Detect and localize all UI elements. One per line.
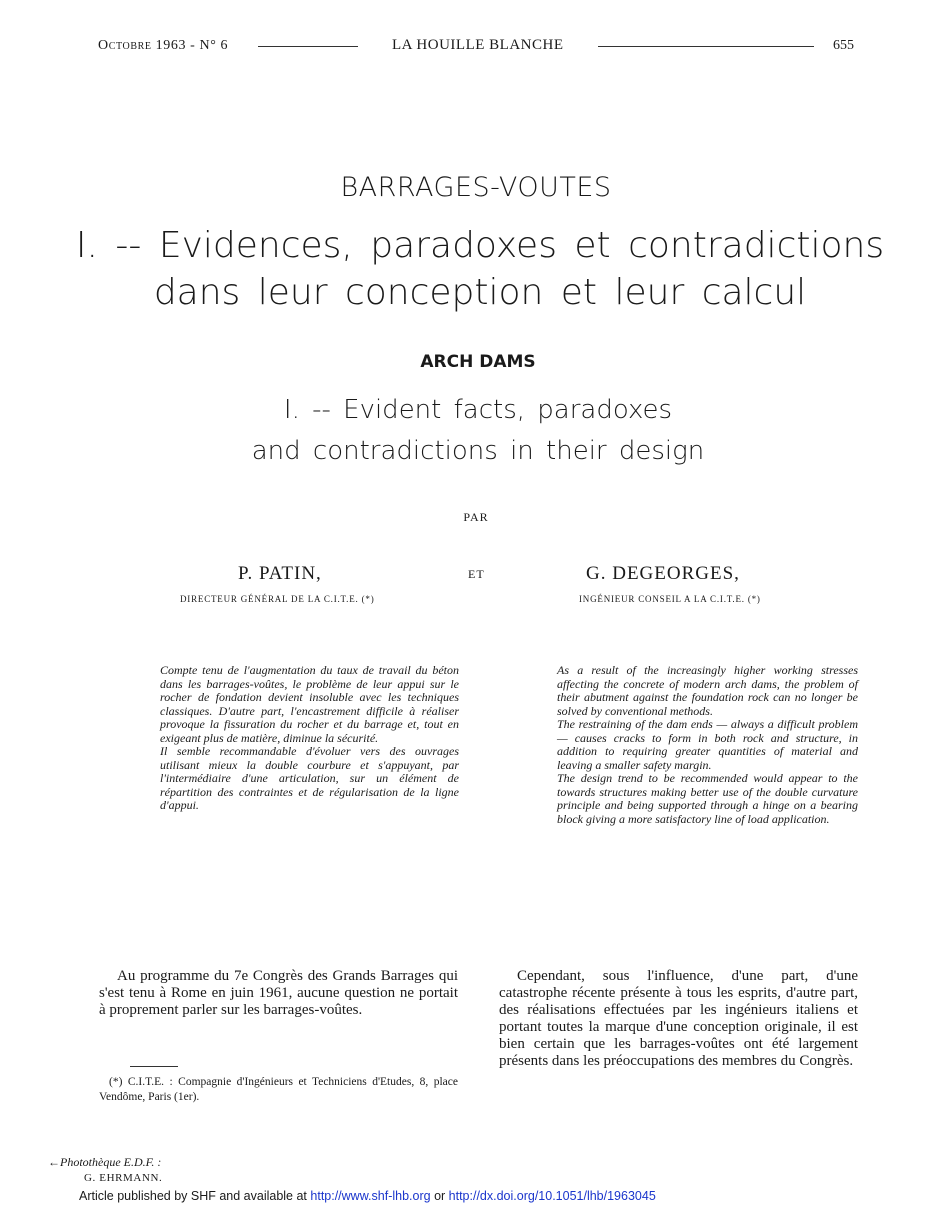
- by-label: PAR: [463, 510, 489, 524]
- abstract-french-para1: Compte tenu de l'augmentation du taux de travail du béton dans les barrages-voûtes, le problème de leur appui sur le rocher de fondation devient insoluble avec les techniques classiques. D'autre part, l'encastrement difficile à réaliser provoque la fissuration du rocher et du barrage et, tout en exigeant plus de matière, diminue la sécurité.: [160, 663, 459, 745]
- photo-credit-name: G. EHRMANN.: [84, 1172, 163, 1184]
- footnote-rule: [130, 1066, 178, 1067]
- publisher-footer-prefix: Article published by SHF and available at: [79, 1189, 311, 1203]
- left-arrow-icon: ←: [48, 1155, 60, 1169]
- journal-site-link[interactable]: http://www.shf-lhb.org: [310, 1189, 431, 1203]
- affiliation-patin: DIRECTEUR GÉNÉRAL DE LA C.I.T.E. (*): [180, 594, 375, 604]
- publisher-footer-or: or: [430, 1189, 449, 1203]
- abstract-english-para3: The design trend to be recommended would appear to the towards structures making better use of the double curvature principle and being supported through a hinge on a bearing block giving a more satisfactory line of load application.: [557, 771, 858, 826]
- body-column-left: [99, 968, 458, 1019]
- photo-credit-source: Photothèque E.D.F. :: [60, 1155, 162, 1169]
- header-rule-left: [258, 46, 358, 47]
- french-kicker: BARRAGES-VOUTES: [340, 172, 612, 203]
- doi-link[interactable]: http://dx.doi.org/10.1051/lhb/1963045: [448, 1189, 656, 1203]
- english-kicker: ARCH DAMS: [420, 352, 536, 372]
- issue-number: 1963 - N° 6: [151, 38, 229, 53]
- affiliation-degeorges: INGÉNIEUR CONSEIL A LA C.I.T.E. (*): [579, 594, 761, 604]
- author-patin: P. PATIN,: [238, 563, 322, 584]
- french-title-line1: I. -- Evidences, paradoxes et contradictions: [75, 225, 885, 266]
- english-title-line1: I. -- Evident facts, paradoxes: [283, 395, 673, 425]
- header-rule-right: [598, 46, 814, 47]
- photo-credit: [48, 1155, 161, 1170]
- publisher-footer: [79, 1189, 656, 1203]
- abstract-french-para2: Il semble recommandable d'évoluer vers des ouvrages utilisant mieux la double courbure et s'appuyant, par l'intermédiaire d'une articulation, sur un élément de répartition des contraintes et de régularisation de la ligne d'appui.: [160, 744, 459, 812]
- footnote: [99, 1075, 458, 1105]
- body-column-right: [499, 968, 858, 1070]
- issue-month: Octobre: [98, 38, 152, 53]
- abstract-english-para1: As a result of the increasingly higher working stresses affecting the concrete of modern arch dams, the problem of their abutment against the foundation rock can no longer be solved by conventional methods.: [557, 663, 858, 718]
- body-paragraph-right: Cependant, sous l'influence, d'une part, d'une catastrophe récente présente à tous les esprits, d'autre part, des réalisations effectuées par les ingénieurs italiens et portant toutes la marque d'une conception originale, il est bien certain que les barrages-voûtes ont été largement présents dans les préoccupations des membres du Congrès.: [499, 968, 858, 1069]
- footnote-text: (*) C.I.T.E. : Compagnie d'Ingénieurs et Techniciens d'Etudes, 8, place Vendôme, Paris (1er).: [99, 1076, 458, 1103]
- french-title-line2: dans leur conception et leur calcul: [153, 272, 807, 313]
- issue-label: [98, 38, 228, 54]
- journal-title: LA HOUILLE BLANCHE: [392, 37, 564, 53]
- abstract-french: [160, 664, 459, 813]
- body-paragraph-left: Au programme du 7e Congrès des Grands Barrages qui s'est tenu à Rome en juin 1961, aucune question ne portait à proprement parler sur les barrages-voûtes.: [99, 968, 458, 1018]
- abstract-english-para2: The restraining of the dam ends — always a difficult problem — causes cracks to form in both rock and structure, in addition to requiring greater quantities of material and leaving a smaller safety margin.: [557, 717, 858, 772]
- author-degeorges: G. DEGEORGES,: [586, 563, 740, 584]
- abstract-english: [557, 664, 858, 826]
- english-title-line2: and contradictions in their design: [251, 436, 705, 466]
- page-number: 655: [833, 38, 854, 53]
- and-label: ET: [468, 567, 485, 581]
